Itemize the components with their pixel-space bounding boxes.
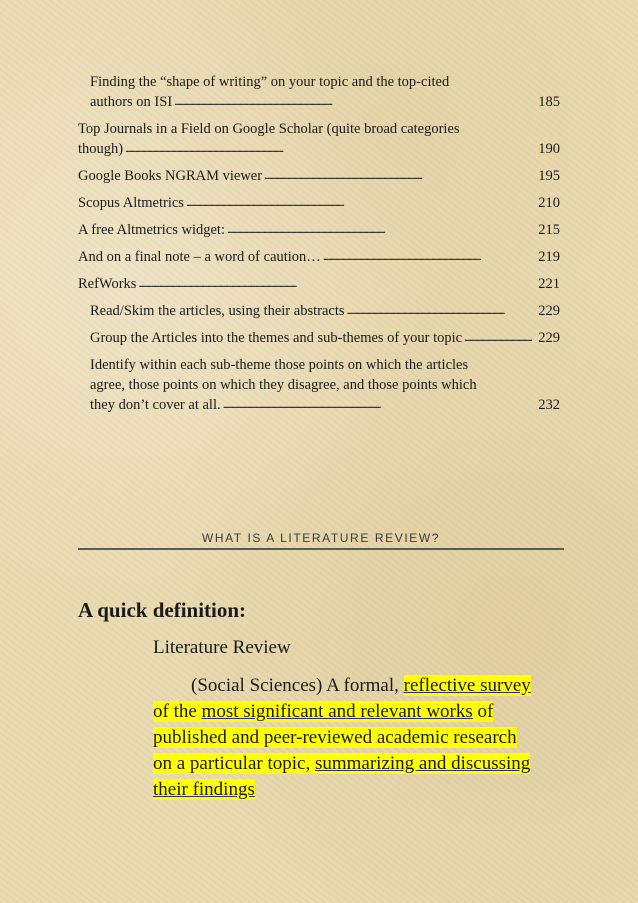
section-heading: WHAT IS A LITERATURE REVIEW? [201,531,441,545]
toc-page-number: 221 [538,276,560,292]
toc-entry-title: Group the Articles into the themes and sub-themes of your topic [90,330,463,346]
toc-entry[interactable] [78,247,560,267]
table-of-contents [78,72,560,422]
toc-entry-title: authors on ISI [90,94,173,110]
toc-page-number: 210 [538,195,560,211]
toc-entry-title: they don’t cover at all. [90,397,221,413]
definition-text: (Social Sciences) A formal, [191,675,404,696]
toc-entry[interactable] [78,220,560,240]
definition-title: A quick definition: [78,598,247,622]
toc-page-number: 190 [538,141,560,157]
toc-entry-title: Identify within each sub-theme those points on which the articles [90,357,469,373]
toc-entry[interactable] [78,301,560,321]
toc-entry-title: agree, those points on which they disagree, and those points which [90,377,477,393]
toc-entry[interactable] [78,72,560,112]
toc-leader-dots [186,193,532,213]
toc-entry-title: Scopus Altmetrics [78,195,184,211]
toc-entry-title: Top Journals in a Field on Google Scholar (quite broad categories [78,121,460,137]
toc-entry[interactable] [78,166,560,186]
toc-entry[interactable] [78,328,560,348]
toc-entry[interactable] [78,119,560,159]
toc-page-number: 219 [538,249,560,265]
toc-page-number: 229 [538,303,560,319]
highlighted-link-text[interactable]: most significant and relevant works [201,701,473,722]
toc-page-number: 229 [538,330,560,346]
toc-leader-dots [464,328,532,348]
toc-entry[interactable] [78,193,560,213]
toc-entry-title: A free Altmetrics widget: [78,222,225,238]
highlighted-link-text[interactable]: reflective survey [403,675,531,696]
toc-leader-dots [264,166,532,186]
highlighted-text: of published and peer-reviewed academic research on a particular topic, [153,701,517,774]
toc-entry-title: Read/Skim the articles, using their abstracts [90,303,345,319]
toc-leader-dots [138,274,532,294]
highlighted-text: of the [153,701,202,722]
definition-term: Literature Review [153,637,291,658]
toc-page-number: 185 [538,94,560,110]
definition-body [153,673,533,803]
toc-entry[interactable] [78,355,560,415]
toc-leader-dots [223,395,532,415]
toc-leader-dots [227,220,532,240]
toc-page-number: 195 [538,168,560,184]
toc-entry[interactable] [78,274,560,294]
toc-page-number: 215 [538,222,560,238]
toc-entry-title: And on a final note – a word of caution… [78,249,321,265]
toc-entry-title: Google Books NGRAM viewer [78,168,263,184]
toc-entry-title: RefWorks [78,276,137,292]
toc-leader-dots [174,92,532,112]
toc-entry-title: though) [78,141,124,157]
highlighted-link-text[interactable]: summarizing and discussing their findings [153,753,531,800]
heading-divider [78,548,564,550]
toc-entry-title: Finding the “shape of writing” on your topic and the top-cited [90,74,450,90]
toc-leader-dots [323,247,532,267]
toc-leader-dots [125,139,532,159]
toc-page-number: 232 [538,397,560,413]
toc-leader-dots [347,301,533,321]
